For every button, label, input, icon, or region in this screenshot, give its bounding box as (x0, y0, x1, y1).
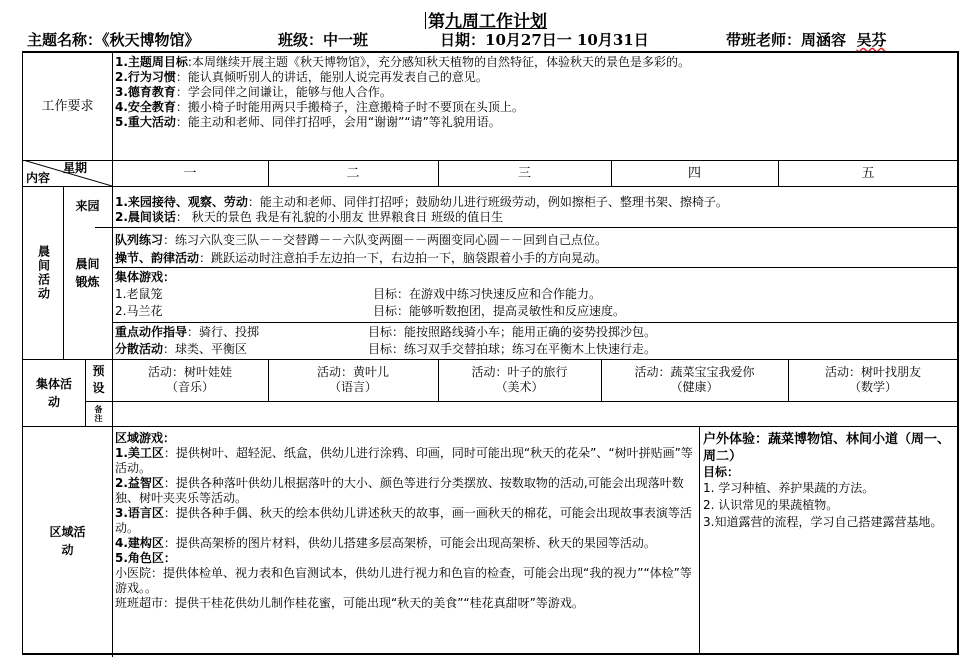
exercise-label: 晨间锻炼 (75, 257, 100, 289)
area-role-heading: 5.角色区： (115, 551, 176, 565)
day-wednesday: 三 (517, 165, 531, 181)
title-suffix: 周工作计划 (462, 12, 547, 32)
outdoor-goal: 3.知道露营的流程，学习自己搭建露营基地。 (703, 515, 943, 529)
requirement-item: 2.行为习惯：能认真倾听别人的讲话，能别人说完再发表自己的意见。 (115, 70, 488, 84)
content-label: 内容 (26, 171, 51, 185)
activity-monday: 活动：树叶娃娃 （音乐） (147, 365, 232, 394)
requirements-list (115, 55, 955, 130)
area-language: 3.语言区：提供各种手偶、秋天的绘本供幼儿讲述秋天的故事，画一画秋天的棉花，可能会出现故事表演等活动。 (115, 506, 692, 535)
area-activity-label: 区域活动 (49, 524, 86, 557)
date-heading: 日期：10月27日一 10月31日 (440, 31, 649, 49)
area-art: 1.美工区：提供树叶、超轻泥、纸盒，供幼儿进行涂鸦、印画，同时可能出现“秋天的花朵”、“树叶拼贴画”等活动。 (115, 446, 693, 475)
area-games-heading: 区域游戏： (115, 431, 176, 445)
outdoor-goal: 2. 认识常见的果蔬植物。 (703, 498, 839, 512)
note-label: 备注 (94, 404, 103, 423)
outdoor-heading: 户外体验：蔬菜博物馆、林间小道（周一、周二） (703, 432, 951, 464)
day-monday: 一 (183, 165, 197, 181)
activity-tuesday: 活动：黄叶儿 （语言） (316, 365, 389, 394)
week-label: 星期 (63, 161, 88, 175)
preset-label: 预设 (92, 364, 105, 395)
split-activity: 分散活动：球类、平衡区 (115, 342, 248, 356)
weekly-plan-table (22, 51, 959, 655)
game-goal: 目标：在游戏中练习快速反应和合作能力。 (373, 287, 602, 301)
requirements-label: 工作要求 (41, 99, 94, 114)
key-movement: 重点动作指导：骑行、投掷 (115, 325, 260, 339)
game-name: 1.老鼠笼 (115, 287, 163, 301)
split-activity-goal: 目标：练习双手交替拍球；练习在平衡木上快速行走。 (368, 342, 657, 356)
day-thursday: 四 (687, 165, 701, 181)
day-tuesday: 二 (346, 165, 360, 181)
theme-heading: 主题名称：《秋天博物馆》 (27, 31, 200, 49)
arrival-label: 来园 (75, 199, 100, 213)
week-number: 九 (445, 12, 462, 32)
area-role-supermarket: 班班超市：提供干桂花供幼儿制作桂花蜜，可能出现“秋天的美食”“桂花真甜呀”等游戏。 (115, 596, 584, 610)
area-role-clinic: 小医院：提供体检单、视力表和色盲测试本，供幼儿进行视力和色盲的检查，可能会出现“我的视力”“体检”等游戏。。 (115, 566, 692, 595)
activity-thursday: 活动：蔬菜宝宝我爱你 （健康） (634, 365, 755, 394)
area-games-content (115, 431, 696, 611)
queue-practice: 队列练习：练习六队变三队－－交替蹲－－六队变两圈－－两圈变同心圆－－回到自己点位。 (115, 233, 608, 247)
day-friday: 五 (861, 165, 875, 181)
outdoor-goal-label: 目标： (703, 465, 740, 479)
page-title (0, 12, 972, 32)
activity-friday: 活动：树叶找朋友 （数学） (824, 365, 921, 394)
requirement-item: 5.重大活动：能主动和老师、同伴打招呼，会用“谢谢”“请”等礼貌用语。 (115, 115, 501, 129)
rhythm-activity: 操节、韵律活动：跳跃运动时注意拍手左边拍一下，右边拍一下，脑袋跟着小手的方向晃动。 (115, 251, 608, 265)
requirement-item: 4.安全教育：搬小椅子时能用两只手搬椅子，注意搬椅子时不要顶在头顶上。 (115, 100, 524, 114)
outdoor-goal: 1. 学习种植、养护果蔬的方法。 (703, 481, 875, 495)
game-name: 2.马兰花 (115, 304, 163, 318)
requirement-item: 3.德育教育：学会同伴之间谦让，能够与他人合作。 (115, 85, 392, 99)
requirement-item: 1.主题周目标:本周继续开展主题《秋天博物馆》，充分感知秋天植物的自然特征，体验秋天的景色是多彩的。 (115, 55, 690, 69)
class-heading: 班级：中一班 (278, 31, 369, 49)
teacher-heading: 带班老师：周涵容 吴芬 (726, 31, 887, 49)
group-activity-label: 集体活动 (35, 376, 72, 409)
game-goal: 目标：能够听数抱团，提高灵敏性和反应速度。 (373, 304, 626, 318)
activity-wednesday: 活动：叶子的旅行 （美术） (471, 365, 568, 394)
text-cursor (425, 12, 426, 29)
group-games-heading: 集体游戏： (115, 270, 176, 284)
morning-label: 晨间活动 (36, 244, 51, 301)
key-movement-goal: 目标：能按照路线骑小车；能用正确的姿势投掷沙包。 (368, 325, 657, 339)
area-puzzle: 2.益智区：提供各种落叶供幼儿根据落叶的大小、颜色等进行分类摆放、按数取物的活动,可能会出现落叶数独、树叶夹夹乐等活动。 (115, 476, 684, 505)
outdoor-content (703, 431, 956, 531)
arrival-content: 1.来园接待、观察、劳动：能主动和老师、同伴打招呼；鼓励幼儿进行班级劳动，例如擦柜子、整理书架、擦椅子。 2.晨间谈话： 秋天的景色 我是有礼貌的小朋友 世界粮食日 班级的值日生 (115, 195, 728, 224)
area-building: 4.建构区：提供高架桥的图片材料，供幼儿搭建多层高架桥，可能会出现高架桥、秋天的果园等活动。 (115, 536, 656, 550)
title-prefix: 第 (428, 12, 445, 32)
